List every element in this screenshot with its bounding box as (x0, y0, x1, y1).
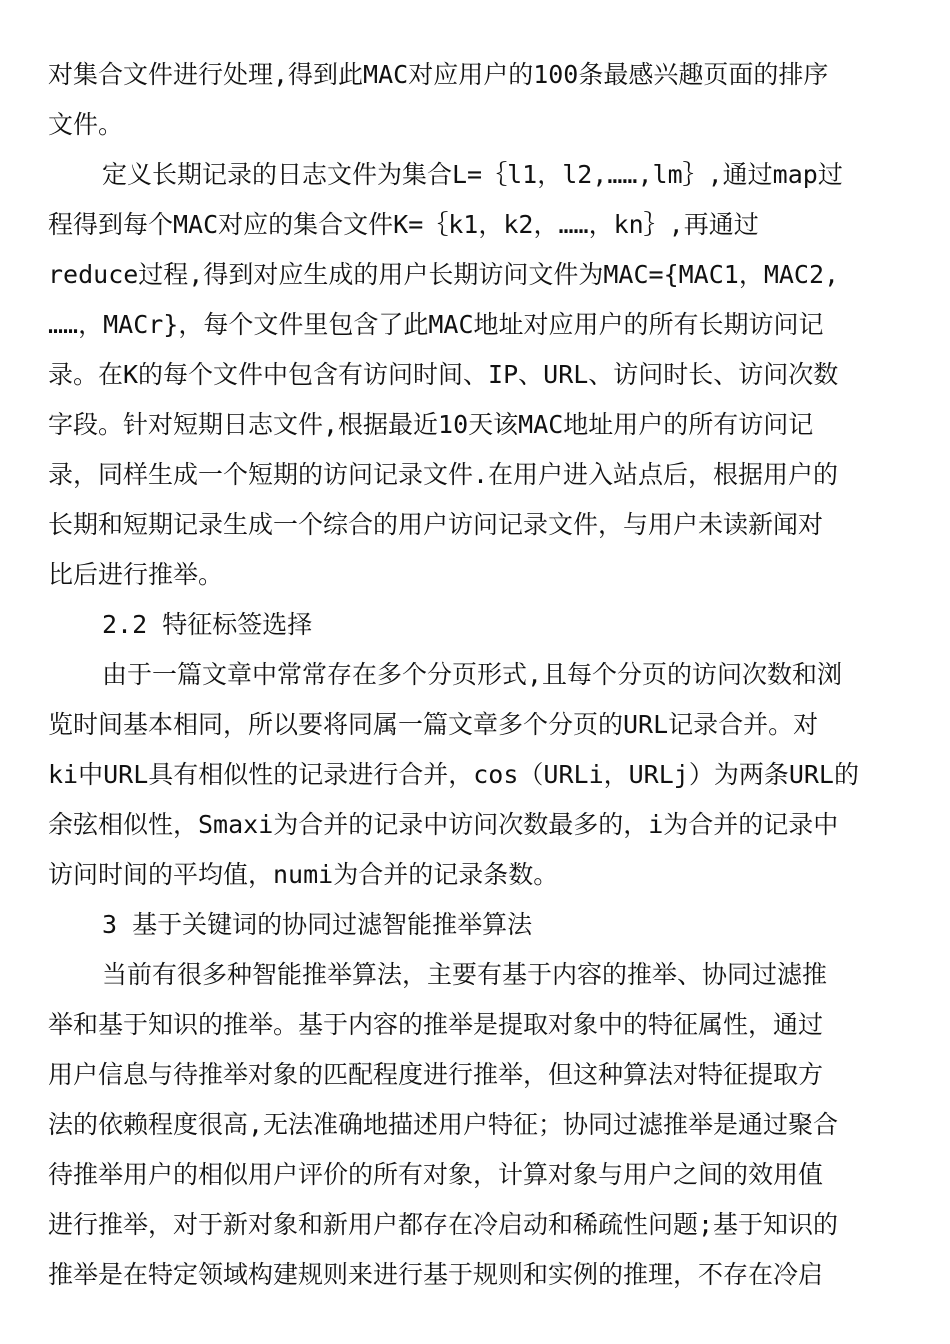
paragraph-line: 字段。针对短期日志文件,根据最近10天该MAC地址用户的所有访问记 (48, 410, 814, 439)
paragraph-line: 文件。 (48, 110, 124, 139)
paragraph-line: 比后进行推举。 (48, 560, 224, 589)
paragraph-line: 录，同样生成一个短期的访问记录文件.在用户进入站点后，根据用户的 (48, 460, 839, 489)
paragraph-first-line: 由于一篇文章中常常存在多个分页形式,且每个分页的访问次数和浏 (102, 660, 843, 689)
paragraph-line: 长期和短期记录生成一个综合的用户访问记录文件，与用户未读新闻对 (48, 510, 824, 539)
paragraph-first-line: 当前有很多种智能推举算法，主要有基于内容的推举、协同过滤推 (102, 960, 828, 989)
paragraph-line: 进行推举，对于新对象和新用户都存在冷启动和稀疏性问题;基于知识的 (48, 1210, 839, 1239)
paragraph-line: 余弦相似性，Smaxi为合并的记录中访问次数最多的，i为合并的记录中 (48, 810, 839, 839)
paragraph-line: ……，MACr}，每个文件里包含了此MAC地址对应用户的所有长期访问记 (48, 310, 824, 339)
paragraph-line: 待推举用户的相似用户评价的所有对象，计算对象与用户之间的效用值 (48, 1160, 824, 1189)
paragraph-line: 推举是在特定领域构建规则来进行基于规则和实例的推理，不存在冷启 (48, 1260, 824, 1289)
paragraph-first-line: 定义长期记录的日志文件为集合L=｛l1，l2,……,lm｝,通过map过 (102, 160, 843, 189)
paragraph-line: 程得到每个MAC对应的集合文件K=｛k1，k2，……，kn｝,再通过 (48, 210, 759, 239)
section-heading: 3 基于关键词的协同过滤智能推举算法 (102, 910, 533, 939)
paragraph-line: 法的依赖程度很高,无法准确地描述用户特征；协同过滤推举是通过聚合 (48, 1110, 839, 1139)
paragraph-line: 用户信息与待推举对象的匹配程度进行推举，但这种算法对特征提取方 (48, 1060, 824, 1089)
paragraph-line: reduce过程,得到对应生成的用户长期访问文件为MAC={MAC1，MAC2, (48, 260, 840, 289)
section-heading: 2.2 特征标签选择 (102, 610, 313, 639)
paragraph-line: 对集合文件进行处理,得到此MAC对应用户的100条最感兴趣页面的排序 (48, 60, 829, 89)
paragraph-line: 录。在K的每个文件中包含有访问时间、IP、URL、访问时长、访问次数 (48, 360, 839, 389)
paragraph-line: ki中URL具有相似性的记录进行合并，cos（URLi，URLj）为两条URL的 (48, 760, 859, 789)
paragraph-line: 访问时间的平均值，numi为合并的记录条数。 (48, 860, 559, 889)
paragraph-line: 览时间基本相同，所以要将同属一篇文章多个分页的URL记录合并。对 (48, 710, 819, 739)
paragraph-line: 举和基于知识的推举。基于内容的推举是提取对象中的特征属性，通过 (48, 1010, 824, 1039)
